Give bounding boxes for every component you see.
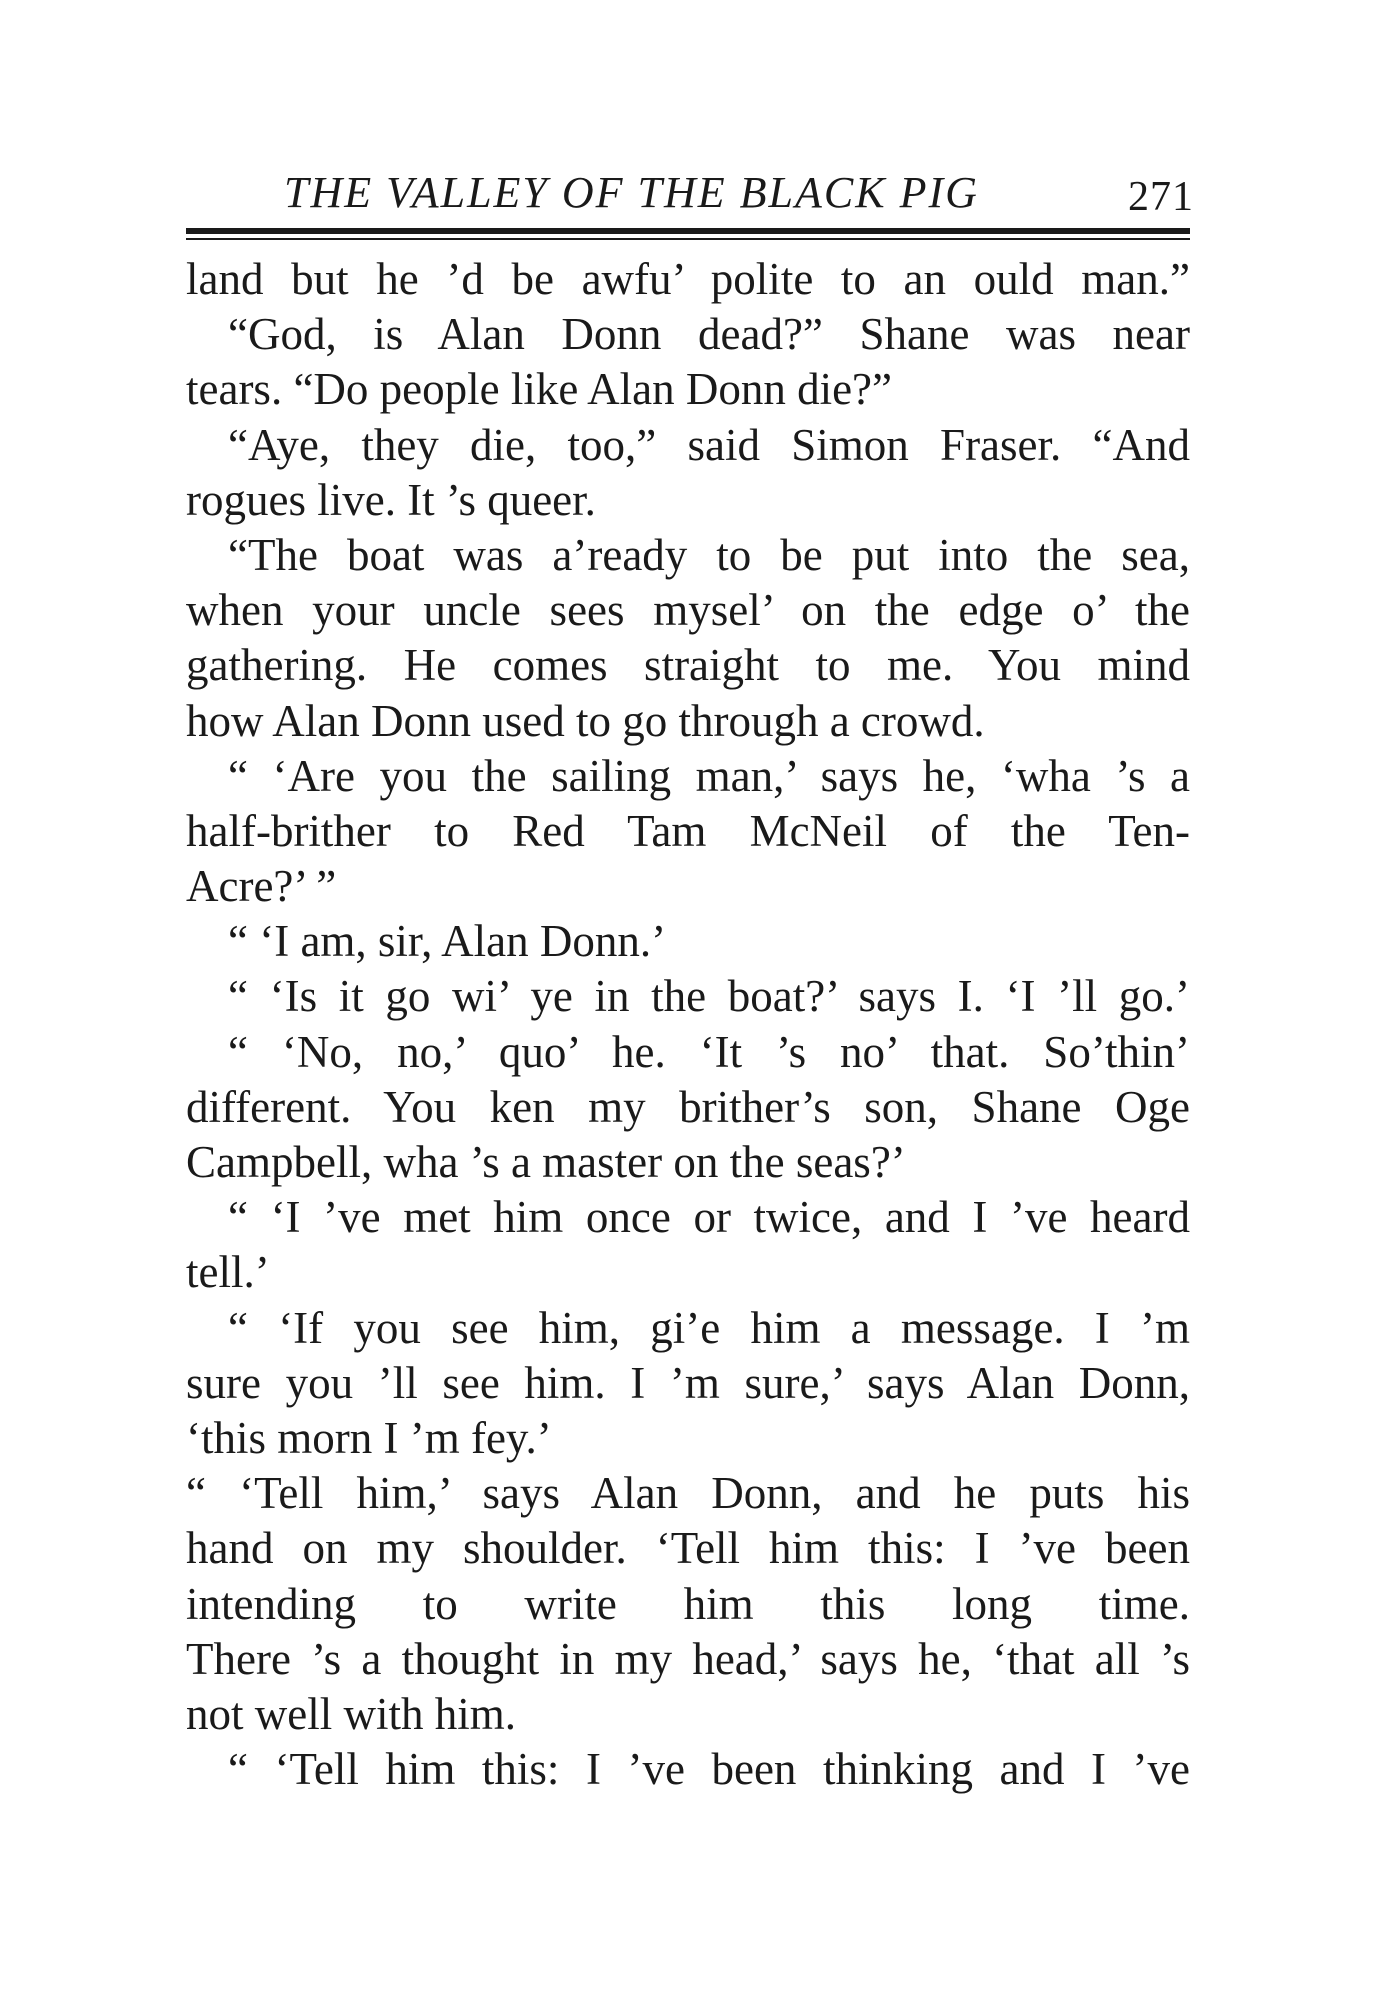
- text-line: not well with him.: [186, 1688, 516, 1739]
- text-line: half-brither to Red Tam McNeil of the Ten-: [186, 805, 1190, 856]
- text-line: ‘this morn I ’m fey.’: [186, 1412, 552, 1463]
- text-line: “The boat was a’ready to be put into the sea,: [228, 529, 1190, 580]
- text-line: “ ‘Tell him,’ says Alan Donn, and he puts his: [186, 1468, 1190, 1519]
- text-line: sure you ’ll see him. I ’m sure,’ says Alan Donn,: [186, 1357, 1190, 1408]
- text-line: Acre?’ ”: [186, 861, 337, 912]
- text-line: intending to write him this long time.: [186, 1578, 1190, 1629]
- text-line: “ ‘I am, sir, Alan Donn.’: [228, 916, 667, 967]
- text-line: “ ‘Is it go wi’ ye in the boat?’ says I. ‘I ’ll go.’: [228, 971, 1190, 1022]
- text-line: land but he ’d be awfu’ polite to an ould man.”: [186, 254, 1190, 304]
- text-line: hand on my shoulder. ‘Tell him this: I ’ve been: [186, 1523, 1190, 1574]
- text-line: “ ‘No, no,’ quo’ he. ‘It ’s no’ that. So’thin’: [228, 1026, 1190, 1077]
- body-text: [186, 252, 1190, 1797]
- text-line: “Aye, they die, too,” said Simon Fraser. “And: [228, 419, 1190, 470]
- text-line: different. You ken my brither’s son, Shane Oge: [186, 1081, 1190, 1132]
- page-number: 271: [1128, 174, 1194, 220]
- text-line: “ ‘If you see him, gi’e him a message. I ’m: [228, 1302, 1190, 1353]
- text-line: gathering. He comes straight to me. You mind: [186, 640, 1190, 691]
- text-line: Campbell, wha ’s a master on the seas?’: [186, 1137, 906, 1187]
- text-line: “ ‘Are you the sailing man,’ says he, ‘wha ’s a: [228, 750, 1190, 801]
- text-line: rogues live. It ’s queer.: [186, 474, 596, 525]
- header-rule-thick: [186, 228, 1190, 234]
- text-line: “ ‘Tell him this: I ’ve been thinking and I ’ve: [228, 1744, 1190, 1795]
- text-line: when your uncle sees mysel’ on the edge o’ the: [186, 585, 1190, 636]
- text-line: tell.’: [186, 1247, 270, 1298]
- text-line: tears. “Do people like Alan Donn die?”: [186, 364, 893, 415]
- text-line: “God, is Alan Donn dead?” Shane was near: [228, 309, 1190, 360]
- text-line: “ ‘I ’ve met him once or twice, and I ’ve heard: [228, 1192, 1190, 1243]
- text-line: how Alan Donn used to go through a crowd.: [186, 695, 985, 746]
- running-title: THE VALLEY OF THE BLACK PIG: [284, 168, 979, 217]
- text-line: There ’s a thought in my head,’ says he, ‘that all ’s: [186, 1633, 1190, 1684]
- running-head: [186, 163, 1202, 223]
- header-rule-thin: [186, 238, 1190, 240]
